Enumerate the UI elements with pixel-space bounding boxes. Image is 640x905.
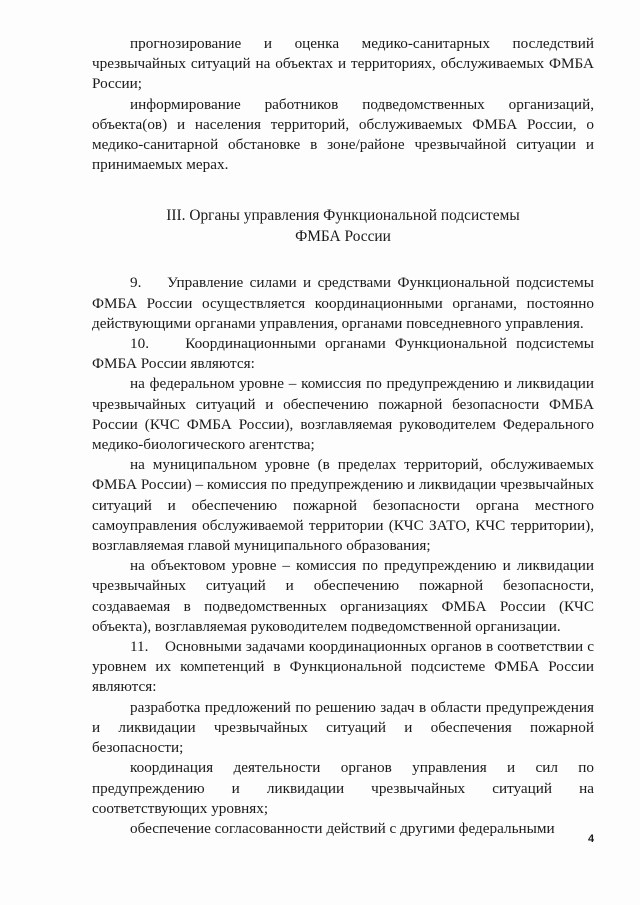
section-heading-line1: III. Органы управления Функциональной подсистемы xyxy=(166,207,520,225)
paragraph-object-level: на объектовом уровне – комиссия по предупреждению и ликвидации чрезвычайных ситуаций и обеспечению пожарной безопасности, создаваемая в подведомственных организациях ФМБА России (КЧС объекта), возглавляемая руководителем подведомственной организации. xyxy=(92,557,594,635)
paragraph-federal-level: на федеральном уровне – комиссия по предупреждению и ликвидации чрезвычайных ситуаций и обеспечению пожарной безопасности ФМБА России (КЧС ФМБА России), возглавляемая руководителем Федерального медико-биологического агентства; xyxy=(92,375,594,454)
paragraph-coordination: координация деятельности органов управления и сил по предупреждению и ликвидации чрезвычайных ситуаций на соответствующих уровнях; xyxy=(92,759,594,817)
paragraph-11: 11. Основными задачами координационных органов в соответствии с уровнем их компетенций в Функциональной подсистеме ФМБА России являются: xyxy=(92,638,594,696)
section-heading-line2: ФМБА России xyxy=(295,228,391,246)
paragraph-proposals: разработка предложений по решению задач в области предупреждения и ликвидации чрезвычайных ситуаций и обеспечения пожарной безопасности; xyxy=(92,698,594,757)
paragraph-consistency: обеспечение согласованности действий с другими федеральными xyxy=(130,819,555,837)
paragraph-9: 9. Управление силами и средствами Функциональной подсистемы ФМБА России осуществляется координационными органами, постоянно действующими органами управления, органами повседневного управления. xyxy=(92,274,594,332)
paragraph-informing: информирование работников подведомственных организаций, объекта(ов) и населения территорий, обслуживаемых ФМБА России, о медико-санитарной обстановке в зоне/районе чрезвычайной ситуации и принимаемых мерах. xyxy=(92,95,594,174)
paragraph-forecasting: прогнозирование и оценка медико-санитарных последствий чрезвычайных ситуаций на объектах и территориях, обслуживаемых ФМБА России; xyxy=(92,35,594,93)
paragraph-10: 10. Координационными органами Функциональной подсистемы ФМБА России являются: xyxy=(92,335,594,373)
page-number: 4 xyxy=(588,833,595,845)
document-body xyxy=(92,34,594,839)
paragraph-municipal-level: на муниципальном уровне (в пределах территорий, обслуживаемых ФМБА России) – комиссия по предупреждению и ликвидации чрезвычайных ситуаций и обеспечению пожарной безопасности органа местного самоуправления обслуживаемой территории (КЧС ЗАТО, КЧС территории), возглавляемая главой муниципального образования; xyxy=(92,456,594,555)
